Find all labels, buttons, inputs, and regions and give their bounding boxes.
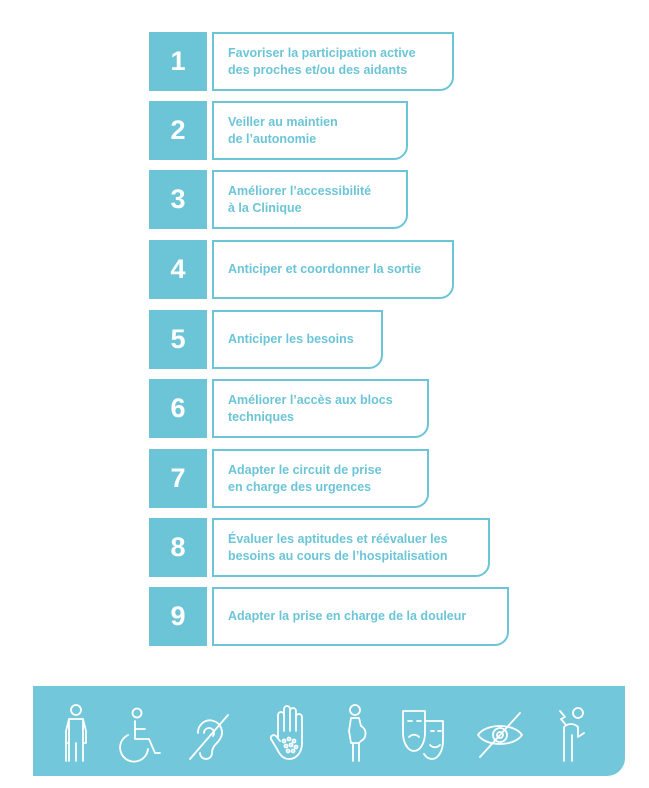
step-box	[212, 240, 454, 299]
step-box	[212, 170, 408, 229]
step-text: Évaluer les aptitudes et réévaluer les besoins au cours de l’hospitalisation	[228, 531, 448, 563]
step-text: Adapter le circuit de prise en charge des urgences	[228, 462, 382, 494]
step-number: 9	[149, 587, 207, 646]
step-text: Favoriser la participation active des proches et/ou des aidants	[228, 45, 416, 77]
step-number: 1	[149, 32, 207, 91]
step-box	[212, 379, 429, 438]
step-text: Adapter la prise en charge de la douleur	[228, 609, 467, 623]
step-box	[212, 449, 429, 508]
step-number: 5	[149, 310, 207, 369]
step-box	[212, 32, 454, 91]
braille-hand-icon	[266, 703, 314, 763]
hearing-impaired-icon	[184, 703, 232, 763]
step-box	[212, 101, 408, 160]
step-number: 2	[149, 101, 207, 160]
step-number: 4	[149, 240, 207, 299]
step-number: 8	[149, 518, 207, 577]
step-text: Veiller au maintien de l’autonomie	[228, 114, 338, 146]
step-text: Améliorer l’accès aux blocs techniques	[228, 392, 393, 424]
mental-health-masks-icon	[399, 703, 447, 763]
back-pain-icon	[548, 703, 596, 763]
step-text: Anticiper les besoins	[228, 332, 354, 346]
step-text: Améliorer l’accessibilité à la Clinique	[228, 183, 372, 215]
visually-impaired-icon	[476, 703, 524, 763]
step-number: 3	[149, 170, 207, 229]
elderly-person-icon	[52, 703, 100, 763]
wheelchair-icon	[117, 703, 165, 763]
step-number: 7	[149, 449, 207, 508]
step-number: 6	[149, 379, 207, 438]
step-text: Anticiper et coordonner la sortie	[228, 262, 422, 276]
accessibility-icons-banner	[33, 686, 625, 776]
step-box	[212, 310, 383, 369]
pregnant-woman-icon	[333, 703, 381, 763]
step-box	[212, 518, 490, 577]
step-box	[212, 587, 509, 646]
